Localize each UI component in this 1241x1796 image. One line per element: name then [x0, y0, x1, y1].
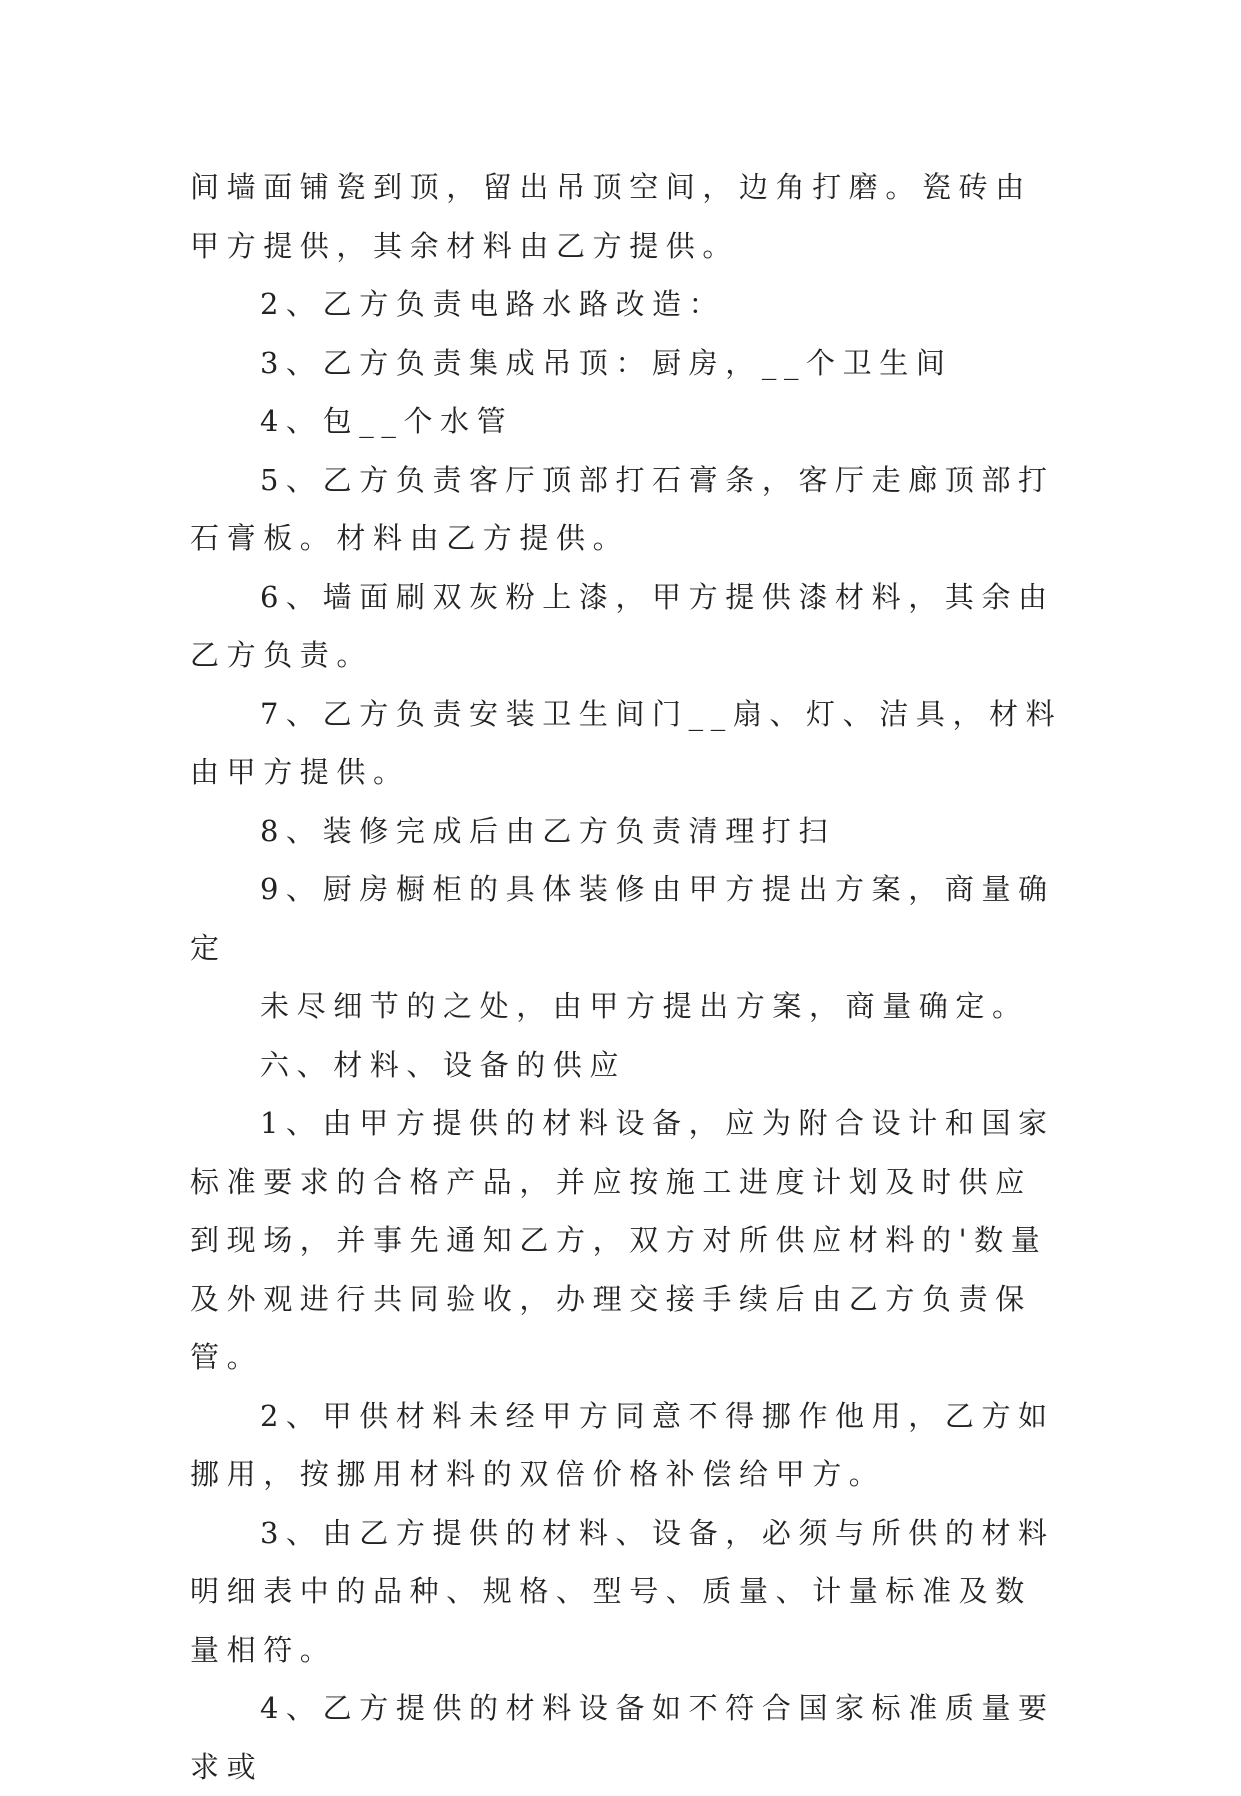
paragraph: 未尽细节的之处，由甲方提出方案，商量确定。: [260, 989, 1029, 1023]
paragraph: 4、乙方提供的材料设备如不符合国家标准质量要求或: [190, 1691, 1055, 1784]
paragraph: 5、乙方负责客厅顶部打石膏条，客厅走廊顶部打石膏板。材料由乙方提供。: [190, 462, 1055, 555]
paragraph: 9、厨房橱柜的具体装修由甲方提出方案，商量确定: [190, 872, 1055, 965]
document-body: [190, 158, 1065, 1796]
paragraph: 间墙面铺瓷到顶，留出吊顶空间，边角打磨。瓷砖由甲方提供，其余材料由乙方提供。: [190, 170, 1032, 263]
paragraph: 2、乙方负责电路水路改造：: [260, 287, 726, 321]
paragraph: 3、由乙方提供的材料、设备，必须与所供的材料明细表中的品种、规格、型号、质量、计量标准及数量相符。: [190, 1515, 1055, 1667]
paragraph: 6、墙面刷双灰粉上漆，甲方提供漆材料，其余由乙方负责。: [190, 579, 1055, 672]
section-heading: 六、材料、设备的供应: [260, 1047, 627, 1082]
paragraph: 7、乙方负责安装卫生间门__扇、灯、洁具，材料由甲方提供。: [190, 696, 1063, 789]
paragraph: 8、装修完成后由乙方负责清理打扫: [260, 813, 836, 848]
paragraph: 3、乙方负责集成吊顶：厨房，__个卫生间: [260, 345, 953, 380]
paragraph: 2、甲供材料未经甲方同意不得挪作他用，乙方如挪用，按挪用材料的双倍价格补偿给甲方。: [190, 1398, 1055, 1491]
paragraph: 1、由甲方提供的材料设备，应为附合设计和国家标准要求的合格产品，并应按施工进度计划及时供应到现场，并事先通知乙方，双方对所供应材料的'数量及外观进行共同验收，办理交接手续后由乙方负责保管。: [190, 1106, 1055, 1374]
paragraph: 4、包__个水管: [260, 404, 514, 438]
